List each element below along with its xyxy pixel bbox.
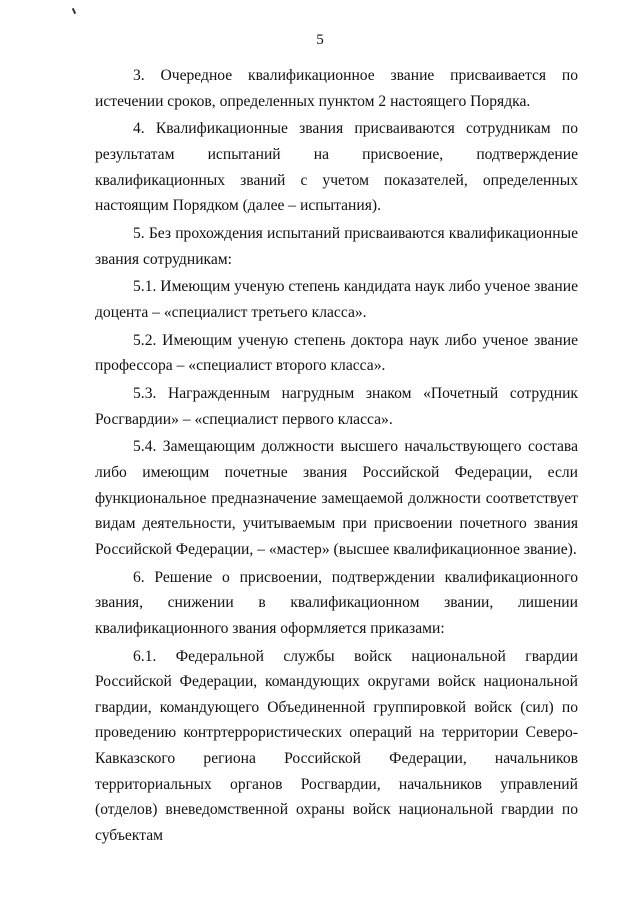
page-number: 5 xyxy=(316,32,324,48)
document-body xyxy=(95,63,578,851)
scan-speck xyxy=(72,8,76,14)
paragraph-3: 3. Очередное квалификационное звание присваивается по истечении сроков, определенных пунктом 2 настоящего Порядка. xyxy=(95,67,578,110)
paragraph-5-4: 5.4. Замещающим должности высшего начальствующего состава либо имеющим почетные звания Российской Федерации, если функциональное предназначение замещаемой должности соответствует видам деятельности, учитываемым при присвоении почетного звания Российской Федерации, – «мастер» (высшее квалификационное звание). xyxy=(95,438,578,558)
paragraph-5-3: 5.3. Награжденным нагрудным знаком «Почетный сотрудник Росгвардии» – «специалист первого класса». xyxy=(95,385,578,428)
paragraph-5: 5. Без прохождения испытаний присваиваются квалификационные звания сотрудникам: xyxy=(95,224,578,268)
paragraph-5-2: 5.2. Имеющим ученую степень доктора наук либо ученое звание профессора – «специалист второго класса». xyxy=(95,331,578,375)
paragraph-5-1: 5.1. Имеющим ученую степень кандидата наук либо ученое звание доцента – «специалист третьего класса». xyxy=(95,278,578,321)
paragraph-6-1: 6.1. Федеральной службы войск национальной гвардии Российской Федерации, командующих округами войск национальной гвардии, командующего Объединенной группировкой войск (сил) по проведению контртеррористических операций на территории Северо-Кавказского региона Российской Федерации, начальников территориальных органов Росгвардии, начальников управлений (отделов) вневедомственной охраны войск национальной гвардии по субъектам xyxy=(95,647,578,844)
paragraph-4: 4. Квалификационные звания присваиваются сотрудникам по результатам испытаний на присвоение, подтверждение квалификационных званий с учетом показателей, определенных настоящим Порядком (далее – испытания). xyxy=(95,120,578,215)
paragraph-6: 6. Решение о присвоении, подтверждении квалификационного звания, снижении в квалификационном звании, лишении квалификационного звания оформляется приказами: xyxy=(95,568,578,637)
